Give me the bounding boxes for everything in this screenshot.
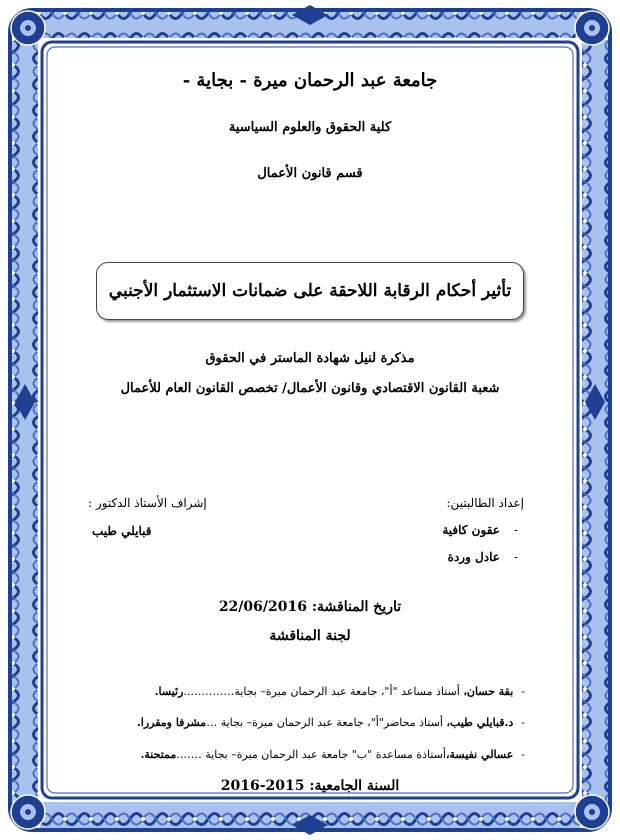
faculty-name: كلية الحقوق والعلوم السياسية [228,120,392,135]
bullet-dash: - [521,685,525,698]
university-name: جامعة عبد الرحمان ميرة - بجاية - [182,70,438,91]
member-details: أستاذ محاضر"أ"، جامعة عبد الرحمان ميرة– بجاية … [206,716,447,729]
student-name: عادل وردة [447,550,500,564]
thesis-title: تأثير أحكام الرقابة اللاحقة على ضمانات الاستثمار الأجنبي [108,281,512,301]
bullet-dash: - [521,748,525,761]
committee-title: لجنة المناقشة [269,628,351,644]
supervisor-label: إشراف الأستاذ الدكتور : [88,496,207,510]
member-details: أستاذ مساعد "أ"، جامعة عبد الرحمان ميرة– بجاية………….. [183,685,464,698]
member-name: عسالي نفيسة، [445,748,514,761]
student-item [442,523,518,537]
student-name: عقون كافية [442,523,500,537]
students-label: إعداد الطالبتين: [446,496,524,510]
member-role: رئيسا. [154,685,184,698]
bullet-dash: - [513,550,518,564]
bullet-dash: - [521,716,525,729]
thesis-title-box [96,262,524,320]
supervisor-name: قبايلي طيب [92,524,152,538]
specialty-statement: شعبة القانون الاقتصادي وقانون الأعمال/ تخصص القانون العام للأعمال [120,381,500,396]
bullet-dash: - [513,523,518,537]
member-role: ممتحنة. [140,748,177,761]
member-details: أستاذة مساعدة "ب" جامعة عبد الرحمان ميرة– بجاية ……. [176,748,446,761]
member-role: مشرفا ومقررا. [136,716,207,729]
degree-statement: مذكرة لنيل شهادة الماستر في الحقوق [205,351,415,366]
member-name: د.قبايلي طيب، [446,716,514,729]
academic-year: السنة الجامعية: 2015-2016 [220,778,400,794]
student-item [448,550,518,564]
committee-member [155,685,525,698]
member-name: بقة حسان، [463,685,514,698]
committee-member [141,748,525,761]
committee-member [137,716,525,729]
department-name: قسم قانون الأعمال [257,166,363,181]
discussion-date: تاريخ المناقشة: 22/06/2016 [218,599,402,615]
